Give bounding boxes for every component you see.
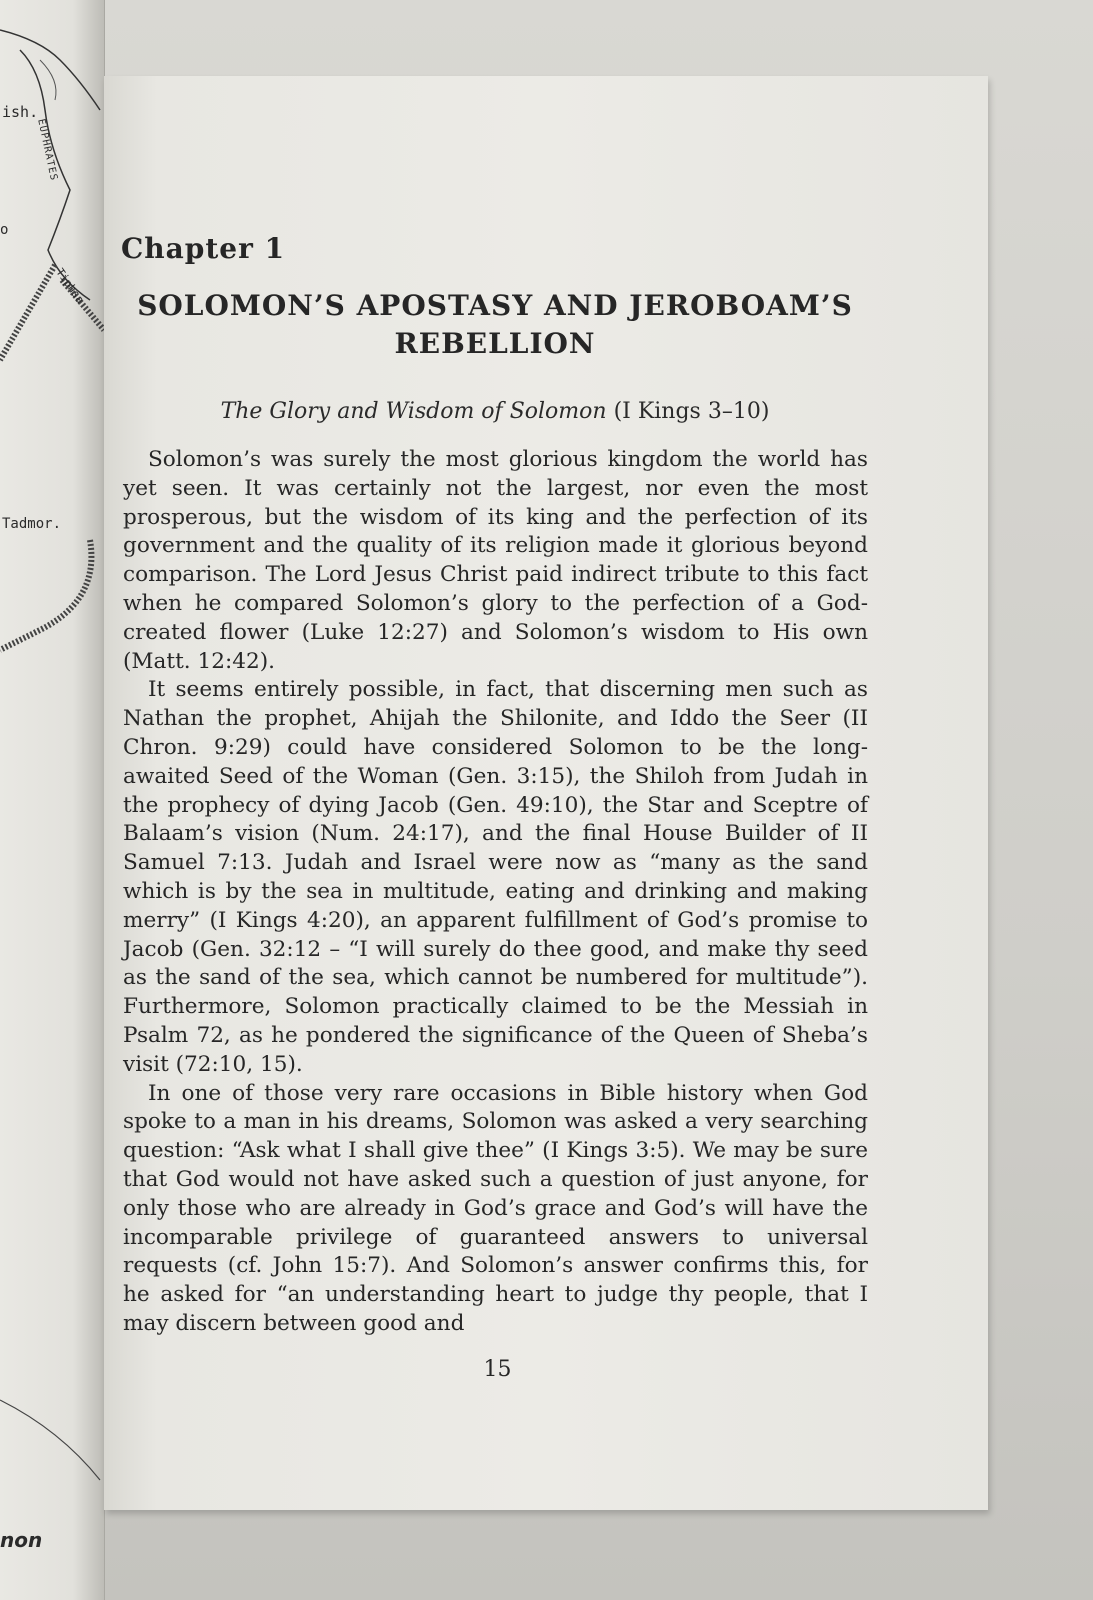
page-number: 15 — [483, 1357, 512, 1382]
facing-page-map — [0, 0, 105, 1600]
chapter-title-line-2: REBELLION — [394, 327, 596, 360]
map-label-o: o — [0, 222, 9, 238]
section-heading-title: The Glory and Wisdom of Solomon — [220, 399, 607, 424]
chapter-title-line-1: SOLOMON’S APOSTASY AND JEROBOAM’S — [137, 289, 853, 322]
paragraph-1: Solomon’s was surely the most glorious kingdom the world has yet seen. It was certainly not the largest, nor even the most prosperous, but the wisdom of its king and the perfection of its government and the quality of its religion made it glorious beyond comparison. The Lord Jesus Christ paid indirect tribute to this fact when he compared Solomon’s glory to the perfection of a God-created flower (Luke 12:27) and Solomon’s wisdom to His own (Matt. 12:42). — [123, 447, 868, 674]
paragraph-2: It seems entirely possible, in fact, that discerning men such as Nathan the prophet, Ahijah the Shilonite, and Iddo the Seer (II Chron. 9:29) could have considered Solomon to be the long-awaited Seed of the Woman (Gen. 3:15), the Shiloh from Judah in the prophecy of dying Jacob (Gen. 49:10), the Star and Sceptre of Balaam’s vision (Num. 24:17), and the final House Builder of II Samuel 7:13. Judah and Israel were now as “many as the sand which is by the sea in multitude, eating and drinking and making merry” (I Kings 4:20), an apparent fulfillment of God’s promise to Jacob (Gen. 32:12 – “I will surely do thee good, and make thy seed as the sand of the sea, which cannot be numbered for multitude”). Furthermore, Solomon practically claimed to be the Messiah in Psalm 72, as he pondered the significance of the Queen of Sheba’s visit (72:10, 15). — [123, 677, 868, 1077]
section-heading — [130, 399, 860, 424]
map-drawing — [0, 0, 104, 1600]
paragraph-3: In one of those very rare occasions in Bible history when God spoke to a man in his dreams, Solomon was asked a very searching question: “Ask what I shall give thee” (I Kings 3:5). We may be sure that God would not have asked such a question of just anyone, for only those who are already in God’s grace and God’s will have the incomparable privilege of guaranteed answers to universal requests (cf. John 15:7). And Solomon’s answer confirms this, for he asked for “an understanding heart to judge thy people, that I may discern between good and — [123, 1080, 868, 1336]
section-heading-reference: (I Kings 3–10) — [613, 399, 770, 424]
body-text — [123, 446, 868, 1339]
map-label-ish: ish. — [2, 103, 39, 121]
map-label-euphrates: EUPHRATES — [35, 118, 60, 183]
map-label-tiphsah: Tiphsa — [53, 266, 87, 307]
chapter-heading: Chapter 1 — [121, 232, 286, 265]
map-caption-fragment: non — [0, 1528, 43, 1552]
map-label-tadmor: Tadmor. — [2, 516, 62, 532]
chapter-title — [130, 287, 860, 363]
